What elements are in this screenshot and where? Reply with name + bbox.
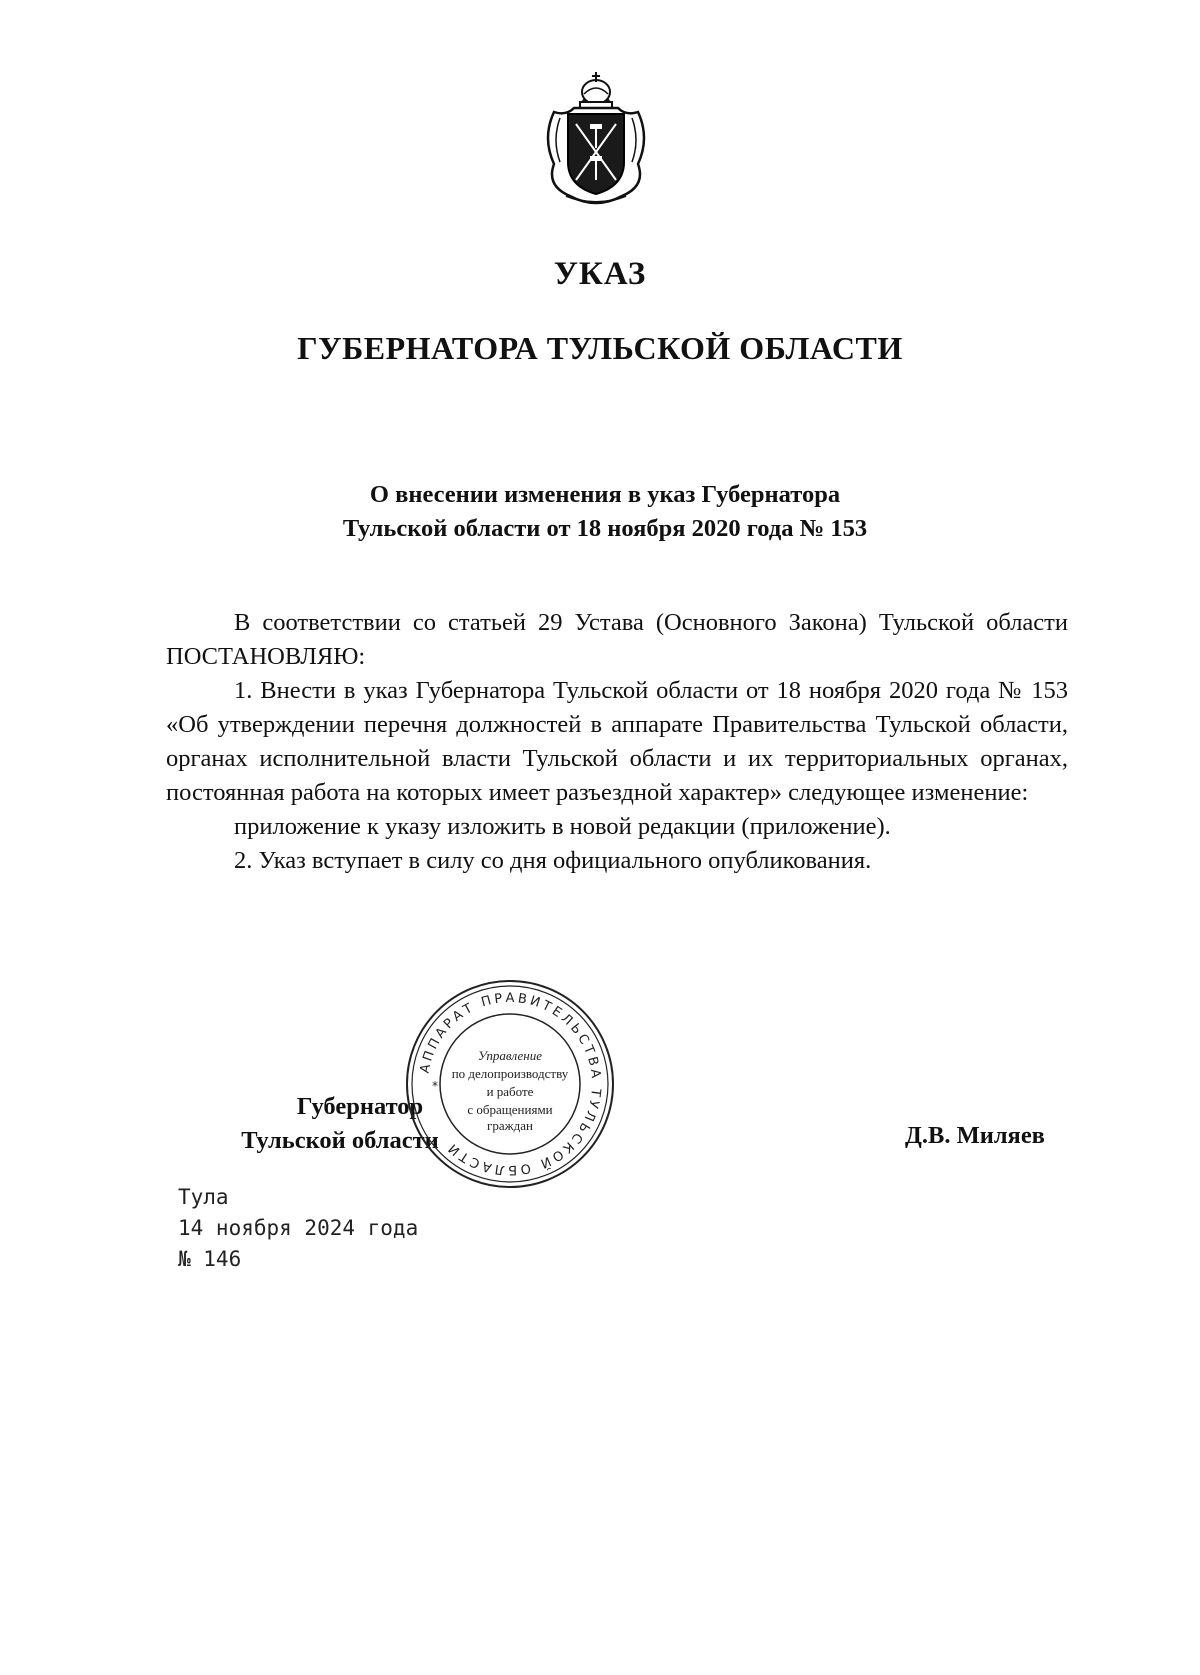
issue-city: Тула [178, 1185, 229, 1209]
intro-paragraph: В соответствии со статьей 29 Устава (Основного Закона) Тульской области ПОСТАНОВЛЯЮ: [166, 609, 1068, 670]
stamp-line-1: Управление [477, 1048, 543, 1063]
stamp-star-icon: * [432, 1079, 438, 1093]
item-1-detail: приложение к указу изложить в новой редакции (приложение). [234, 813, 891, 840]
item-1-paragraph: 1. Внести в указ Губернатора Тульской области от 18 ноября 2020 года № 153 «Об утверждении перечня должностей в аппарате Правительства Тульской области, органах исполнительной власти Тульской области и их территориальных органах, постоянная работа на которых имеет разъездной характер» следующее изменение: [166, 677, 1068, 806]
stamp-line-3: и работе [486, 1084, 534, 1099]
item-2-paragraph: 2. Указ вступает в силу со дня официального опубликования. [234, 847, 872, 874]
document-footer [178, 1182, 418, 1275]
subject-line-2: Тульской области от 18 ноября 2020 года № 153 [342, 515, 868, 542]
stamp-line-2: по делопроизводству [451, 1066, 569, 1081]
official-stamp [404, 978, 616, 1190]
signatory-name: Д.В. Миляев [905, 1122, 1045, 1149]
stamp-line-5: граждан [487, 1118, 533, 1133]
document-body [166, 606, 1068, 878]
coat-of-arms-icon [540, 68, 652, 210]
issue-date: 14 ноября 2024 года [178, 1216, 419, 1240]
document-type: УКАЗ [553, 256, 647, 292]
stamp-line-4: с обращениями [467, 1102, 553, 1117]
document-issuer: ГУБЕРНАТОРА ТУЛЬСКОЙ ОБЛАСТИ [297, 330, 903, 366]
document-number: № 146 [178, 1247, 242, 1271]
stamp-ring-text: АППАРАТ ПРАВИТЕЛЬСТВА ТУЛЬСКОЙ ОБЛАСТИ [417, 990, 604, 1178]
signatory-title-line-2: Тульской области [241, 1127, 439, 1154]
subject-line-1: О внесении изменения в указ Губернатора [369, 481, 841, 508]
signatory-title-line-1: Губернатор [296, 1093, 424, 1120]
